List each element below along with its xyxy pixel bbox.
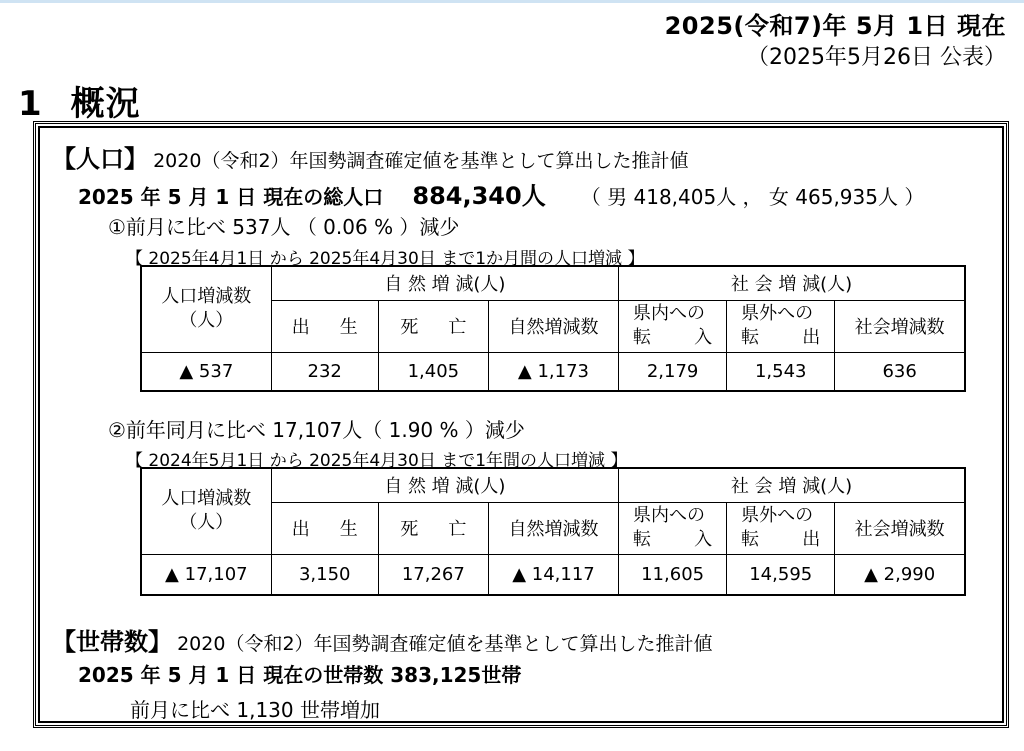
section-number: 1 [18,84,43,124]
households-change: 前月に比べ 1,130 世帯増加 [130,698,380,722]
col-out-pref: 県外への 転 出 [727,502,835,554]
households-desc: 2020（令和2）年国勢調査確定値を基準として算出した推計値 [177,633,713,655]
col-natural-change: 自然増減数 [488,502,618,554]
total-population: 884,340人 [412,182,546,210]
as-of-date: 2025(令和7)年 5月 1日 現在 [664,12,1006,40]
col-change: 人口増減数 （人） [141,468,271,554]
value-cell: 14,595 [727,554,835,595]
households-total: 2025 年 5 月 1 日 現在の世帯数 383,125世帯 [78,663,522,687]
top-accent-line [0,0,1024,3]
col-in-pref: 県内への 転 入 [619,300,727,352]
value-cell: ▲ 537 [141,352,271,391]
yearly-change-title: ②前年同月に比べ 17,107人（ 1.90 % ）減少 [108,418,525,442]
households-label: 【世帯数】 [52,628,172,656]
total-population-line [78,176,924,211]
social-header: 社 会 増 減(人) [619,266,965,300]
col-in-pref: 県内への 転 入 [619,502,727,554]
table-row [141,554,965,595]
value-cell: 11,605 [619,554,727,595]
col-death: 死 亡 [378,502,488,554]
col-death: 死 亡 [378,300,488,352]
value-cell: 636 [835,352,965,391]
value-cell: 232 [271,352,378,391]
col-out-pref: 県外への 転 出 [727,300,835,352]
summary-inner [38,126,1004,723]
table-row [141,352,965,391]
natural-header: 自 然 増 減(人) [271,266,618,300]
population-heading [52,139,689,174]
monthly-change-title: ①前月に比べ 537人 （ 0.06 % ）減少 [108,215,460,239]
social-header: 社 会 増 減(人) [619,468,965,502]
natural-header: 自 然 増 減(人) [271,468,618,502]
monthly-table [140,265,966,392]
value-cell: ▲ 17,107 [141,554,271,595]
value-cell: 1,405 [378,352,488,391]
population-label: 【人口】 [52,145,148,173]
value-cell: 2,179 [619,352,727,391]
published-date: （2025年5月26日 公表） [747,45,1006,70]
section-title: 概況 [70,84,141,124]
summary-box [33,121,1009,728]
col-natural-change: 自然増減数 [488,300,618,352]
section-heading [18,76,141,125]
value-cell: ▲ 1,173 [488,352,618,391]
value-cell: 1,543 [727,352,835,391]
households-heading [52,622,713,657]
col-birth: 出 生 [271,300,378,352]
value-cell: ▲ 2,990 [835,554,965,595]
value-cell: ▲ 14,117 [488,554,618,595]
population-breakdown: （ 男 418,405人 ， 女 465,935人 ） [580,185,925,209]
yearly-period: 【 2024年5月1日 から 2025年4月30日 まで1年間の人口増減 】 [126,451,628,471]
col-social-change: 社会増減数 [835,300,965,352]
population-date: 2025 年 5 月 1 日 現在の総人口 [78,185,384,209]
population-desc: 2020（令和2）年国勢調査確定値を基準として算出した推計値 [153,150,689,172]
col-birth: 出 生 [271,502,378,554]
yearly-table [140,467,966,596]
monthly-period: 【 2025年4月1日 から 2025年4月30日 まで1か月間の人口増減 】 [126,249,645,269]
col-change: 人口増減数 （人） [141,266,271,352]
col-social-change: 社会増減数 [835,502,965,554]
value-cell: 17,267 [378,554,488,595]
value-cell: 3,150 [271,554,378,595]
